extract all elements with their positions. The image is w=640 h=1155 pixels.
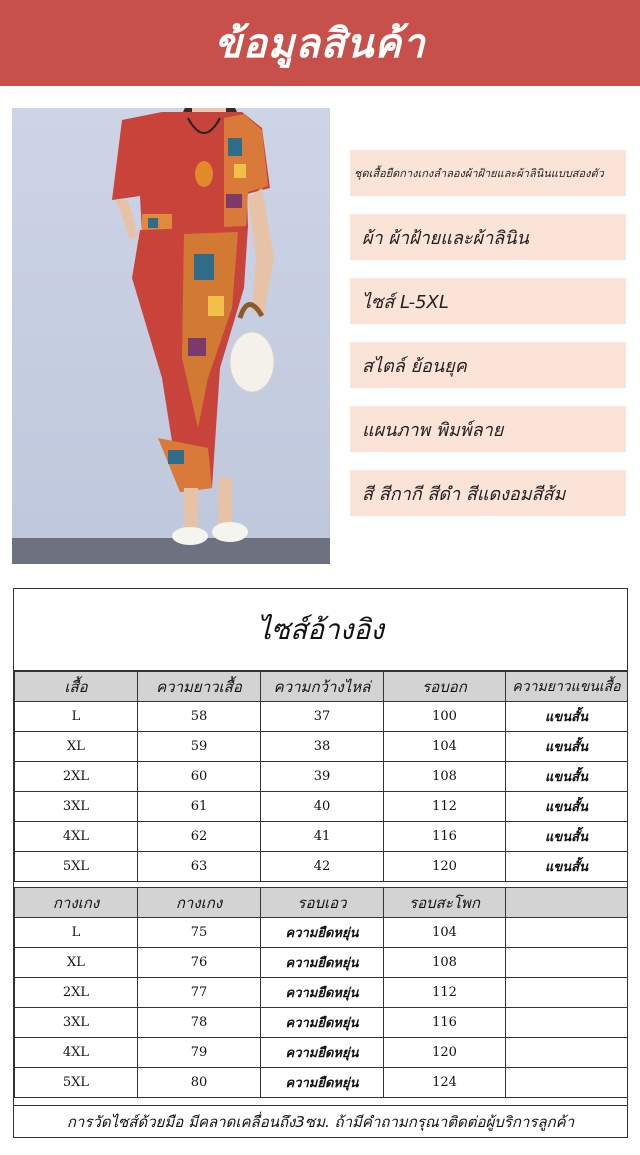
info-color: สี สีกากี สีดำ สีแดงอมสีส้ม bbox=[350, 470, 626, 516]
table-cell: XL bbox=[15, 948, 138, 978]
table-cell: 37 bbox=[261, 702, 384, 732]
info-pattern: แผนภาพ พิมพ์ลาย bbox=[350, 406, 626, 452]
info-style: สไตล์ ย้อนยุค bbox=[350, 342, 626, 388]
size-chart bbox=[13, 588, 628, 1138]
header-cell: รอบสะโพก bbox=[384, 888, 506, 918]
table-cell: ความยืดหยุ่น bbox=[261, 1008, 384, 1038]
table-cell: ความยืดหยุ่น bbox=[261, 918, 384, 948]
top-size-table bbox=[14, 671, 628, 882]
table-row bbox=[15, 1068, 628, 1098]
table-row bbox=[15, 1038, 628, 1068]
table-cell: 80 bbox=[138, 1068, 261, 1098]
table-cell: 116 bbox=[384, 1008, 506, 1038]
header-banner bbox=[0, 0, 640, 86]
table-header-row bbox=[15, 888, 628, 918]
table-cell: 108 bbox=[384, 762, 506, 792]
table-cell: 38 bbox=[261, 732, 384, 762]
header-cell: ความกว้างไหล่ bbox=[261, 672, 384, 702]
table-cell: 112 bbox=[384, 978, 506, 1008]
table-row bbox=[15, 978, 628, 1008]
table-cell: 116 bbox=[384, 822, 506, 852]
pants-size-table bbox=[14, 887, 628, 1098]
table-cell bbox=[506, 918, 628, 948]
table-cell: 62 bbox=[138, 822, 261, 852]
table-cell: 112 bbox=[384, 792, 506, 822]
table-cell: ความยืดหยุ่น bbox=[261, 1068, 384, 1098]
header-cell: รอบเอว bbox=[261, 888, 384, 918]
table-cell: ความยืดหยุ่น bbox=[261, 978, 384, 1008]
table-cell: 104 bbox=[384, 918, 506, 948]
measurement-note: การวัดไซส์ด้วยมือ มีคลาดเคลื่อนถึง3ซม. ถ้ามีคำถามกรุณาติดต่อผู้บริการลูกค้า bbox=[14, 1105, 627, 1137]
table-cell: 4XL bbox=[15, 822, 138, 852]
model-photo-illustration bbox=[12, 108, 330, 564]
table-cell: 40 bbox=[261, 792, 384, 822]
table-cell: 5XL bbox=[15, 852, 138, 882]
table-cell: 100 bbox=[384, 702, 506, 732]
table-cell: 61 bbox=[138, 792, 261, 822]
table-cell: 39 bbox=[261, 762, 384, 792]
table-cell: 120 bbox=[384, 1038, 506, 1068]
header-cell: กางเกง bbox=[138, 888, 261, 918]
table-cell bbox=[506, 1068, 628, 1098]
table-cell: แขนสั้น bbox=[506, 702, 628, 732]
table-cell: 42 bbox=[261, 852, 384, 882]
table-row bbox=[15, 732, 628, 762]
table-cell: 77 bbox=[138, 978, 261, 1008]
table-cell bbox=[506, 1038, 628, 1068]
table-row bbox=[15, 1008, 628, 1038]
table-cell: 4XL bbox=[15, 1038, 138, 1068]
product-photo bbox=[12, 108, 330, 564]
table-row bbox=[15, 792, 628, 822]
table-cell: 2XL bbox=[15, 762, 138, 792]
table-cell: 41 bbox=[261, 822, 384, 852]
table-cell: 60 bbox=[138, 762, 261, 792]
table-cell: 124 bbox=[384, 1068, 506, 1098]
table-cell: XL bbox=[15, 732, 138, 762]
table-row bbox=[15, 852, 628, 882]
table-cell: 63 bbox=[138, 852, 261, 882]
table-row bbox=[15, 822, 628, 852]
table-cell: ความยืดหยุ่น bbox=[261, 1038, 384, 1068]
header-cell: ความยาวแขนเสื้อ bbox=[506, 672, 628, 702]
table-cell: ความยืดหยุ่น bbox=[261, 948, 384, 978]
page-title: ข้อมูลสินค้า bbox=[214, 21, 426, 67]
info-size: ไซส์ L-5XL bbox=[350, 278, 626, 324]
table-cell: 3XL bbox=[15, 1008, 138, 1038]
table-cell: แขนสั้น bbox=[506, 762, 628, 792]
table-cell: L bbox=[15, 918, 138, 948]
table-row bbox=[15, 948, 628, 978]
table-row bbox=[15, 918, 628, 948]
table-cell: 79 bbox=[138, 1038, 261, 1068]
table-cell bbox=[506, 948, 628, 978]
table-cell: แขนสั้น bbox=[506, 732, 628, 762]
table-cell: แขนสั้น bbox=[506, 822, 628, 852]
table-cell: 120 bbox=[384, 852, 506, 882]
table-row bbox=[15, 762, 628, 792]
table-row bbox=[15, 702, 628, 732]
info-fabric: ผ้า ผ้าฝ้ายและผ้าลินิน bbox=[350, 214, 626, 260]
table-cell: แขนสั้น bbox=[506, 852, 628, 882]
table-cell: 59 bbox=[138, 732, 261, 762]
table-cell bbox=[506, 978, 628, 1008]
table-cell: 3XL bbox=[15, 792, 138, 822]
table-cell: 76 bbox=[138, 948, 261, 978]
header-cell: รอบอก bbox=[384, 672, 506, 702]
table-header-row bbox=[15, 672, 628, 702]
header-cell: ความยาวเสื้อ bbox=[138, 672, 261, 702]
table-cell: 78 bbox=[138, 1008, 261, 1038]
size-chart-title: ไซส์อ้างอิง bbox=[14, 589, 627, 671]
table-cell: 5XL bbox=[15, 1068, 138, 1098]
table-cell: 58 bbox=[138, 702, 261, 732]
table-cell: L bbox=[15, 702, 138, 732]
info-product-name: ชุดเสื้อยืดกางเกงลำลองผ้าฝ้ายและผ้าลินินแบบสองตัว bbox=[350, 150, 626, 196]
table-cell bbox=[506, 1008, 628, 1038]
header-cell: เสื้อ bbox=[15, 672, 138, 702]
header-cell: กางเกง bbox=[15, 888, 138, 918]
table-cell: 108 bbox=[384, 948, 506, 978]
table-cell: 104 bbox=[384, 732, 506, 762]
header-cell bbox=[506, 888, 628, 918]
table-cell: แขนสั้น bbox=[506, 792, 628, 822]
table-cell: 75 bbox=[138, 918, 261, 948]
table-cell: 2XL bbox=[15, 978, 138, 1008]
